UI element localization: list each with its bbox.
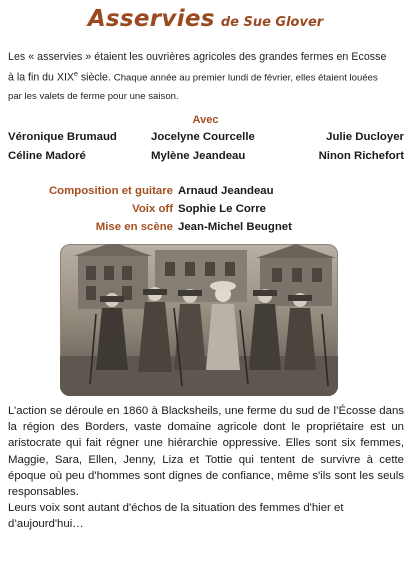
intro-line: Les « asservies » étaient les ouvrières agricoles des grandes fermes en Ecosse: [8, 51, 387, 63]
synopsis-paragraph: L’action se déroule en 1860 à Blacksheils, une ferme du sud de l’Écosse dans la région des Borders, vaste domaine agricole dont le propriétaire est un aristocrate qui fait régner une hiérarchie oppressive. Elles sont six femmes, Maggie, Sara, Ellen, Jenny, Liza et Tottie qui tentent de survivre à cette époque où peu d'hommes sont dignes de confiance, même s'ils sont les seuls responsables.: [8, 405, 404, 499]
crew-role: Composition et guitare: [48, 185, 173, 197]
crew-name: Jean-Michel Beugnet: [178, 221, 292, 233]
historical-photo: [60, 244, 338, 396]
intro-text: [8, 48, 404, 106]
play-author: de Sue Glover: [220, 15, 324, 30]
crew-role: Mise en scène: [95, 221, 173, 233]
cast-heading: Avec: [192, 114, 219, 126]
play-title: Asservies: [87, 6, 215, 32]
cast-member: Jocelyne Courcelle: [151, 131, 255, 143]
crew-name: Sophie Le Corre: [178, 203, 266, 215]
intro-line: à la fin du XIXe siècle. Chaque année au premier lundi de février, elles étaient louées: [8, 71, 378, 84]
synopsis: [8, 403, 404, 533]
cast-member: Véronique Brumaud: [8, 131, 117, 143]
intro-line: par les valets de ferme pour une saison.: [8, 90, 179, 102]
synopsis-closing: Leurs voix sont autant d'échos de la situation des femmes d'hier et d’aujourd'hui…: [8, 502, 344, 531]
cast-member: Julie Ducloyer: [326, 131, 404, 143]
photo-illustration: [60, 244, 338, 396]
cast-member: Ninon Richefort: [318, 150, 404, 162]
cast-member: Céline Madoré: [8, 150, 86, 162]
crew-name: Arnaud Jeandeau: [178, 185, 274, 197]
cast-member: Mylène Jeandeau: [151, 150, 246, 162]
building-roof: [74, 244, 152, 256]
crew-role: Voix off: [132, 203, 173, 215]
page-title: [0, 6, 411, 32]
